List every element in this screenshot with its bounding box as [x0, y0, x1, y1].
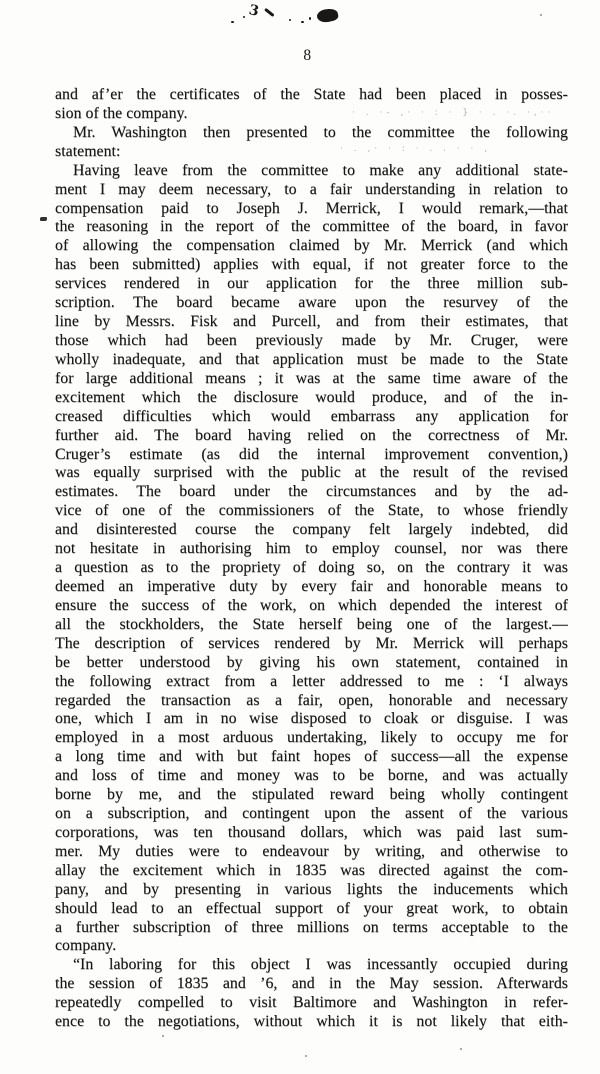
text-line: The description of services rendered by Mr. Merrick will perhaps [55, 634, 568, 652]
text-line: repeatedly compelled to visit Baltimore and Washington in refer- [55, 994, 568, 1012]
text-line: regarded the transaction as a fair, open, honorable and necessary [55, 691, 568, 709]
text-line: pany, and by presenting in various lights the inducements which [55, 880, 568, 898]
ink-slash [264, 8, 274, 17]
ink-dot [301, 21, 304, 23]
text-line: Mr. Washington then presented to the committee the following [73, 123, 568, 141]
text-line: ment I may deem necessary, to a fair understanding in relation to [55, 180, 568, 198]
text-line: has been submitted) applies with equal, if not greater force to the [55, 256, 568, 274]
text-line: and af’er the certificates of the State had been placed in posses- [55, 86, 568, 103]
ink-dot [243, 16, 245, 18]
text-line: one, which I am in no wise disposed to cloak or disguise. I was [55, 710, 568, 728]
ink-dot [231, 21, 234, 23]
text-line: and disinterested course the company felt largely indebted, did [55, 521, 568, 539]
text-line: the following extract from a letter addressed to me : ‘I always [55, 672, 568, 690]
text-line: mer. My duties were to endeavour by writing, and otherwise to [55, 842, 568, 860]
text-line: on a subscription, and contingent upon the assent of the various [55, 805, 568, 823]
text-line: a question as to the propriety of doing so, on the contrary it was [55, 559, 568, 577]
bleed-through-marks: · . ,· · : · . . · · , [340, 144, 492, 154]
text-line: borne by me, and the stipulated reward being wholly contingent [55, 786, 568, 804]
page-number: 8 [303, 47, 312, 64]
text-line: compensation paid to Joseph J. Merrick, I would remark,—that [55, 199, 568, 217]
ink-mark-numeral: 3 [247, 2, 261, 20]
text-line: was equally surprised with the public at the result of the revised [55, 464, 568, 482]
text-line: the reasoning in the report of the committee of the board, in favor [55, 218, 568, 236]
text-line: company. [55, 937, 117, 955]
text-line: employed in a most arduous undertaking, likely to occupy me for [55, 729, 568, 747]
paper-speck [305, 1055, 307, 1057]
text-line: those which had been previously made by Mr. Cruger, were [55, 331, 568, 349]
paper-speck [540, 14, 542, 16]
text-line: excitement which the disclosure would produce, and of the in- [55, 388, 568, 406]
text-line: for large additional means ; it was at the same time aware of the [55, 369, 568, 387]
text-line: line by Messrs. Fisk and Purcell, and from their estimates, that [55, 313, 568, 331]
ink-smudge [0, 0, 600, 40]
text-line: services rendered in our application for the three million sub- [55, 275, 568, 293]
text-line: the session of 1835 and ’6, and in the May session. Afterwards [55, 975, 568, 993]
text-line: creased difficulties which would embarrass any application for [55, 407, 568, 425]
text-line: of allowing the compensation claimed by Mr. Merrick (and which [55, 237, 568, 255]
text-line: allay the excitement which in 1835 was directed against the com- [55, 861, 568, 879]
text-line: not hesitate in authorising him to employ counsel, nor was there [55, 540, 568, 558]
text-line: deemed an imperative duty by every fair and honorable means to [55, 577, 568, 595]
text-line: “In laboring for this object I was incessantly occupied during [73, 956, 568, 974]
text-line: a further subscription of three millions on terms acceptable to the [55, 918, 568, 936]
text-line: should lead to an effectual support of your great work, to obtain [55, 899, 568, 917]
text-line: ensure the success of the work, on which depended the interest of [55, 596, 568, 614]
text-line: all the stockholders, the State herself being one of the largest.— [55, 615, 568, 633]
text-line: a long time and with but faint hopes of success—all the expense [55, 748, 568, 766]
text-line: Cruger’s estimate (as did the internal improvement convention,) [55, 445, 568, 463]
text-line: scription. The board became aware upon the resurvey of the [55, 294, 568, 312]
text-line: further aid. The board having relied on the correctness of Mr. [55, 426, 568, 444]
ink-dot [289, 19, 291, 21]
page-text [55, 86, 568, 1032]
text-line: sion of the company. [55, 104, 188, 122]
text-line: estimates. The board under the circumstances and by the ad- [55, 483, 568, 501]
ink-dot [309, 17, 311, 20]
text-line: wholly inadequate, and that application must be made to the State [55, 350, 568, 368]
ink-blob [316, 7, 340, 25]
text-line: statement: [55, 142, 121, 160]
margin-ink-mark [40, 217, 47, 221]
text-line: corporations, was ten thousand dollars, which was paid last sum- [55, 823, 568, 841]
text-line: and loss of time and money was to be borne, and was actually [55, 767, 568, 785]
text-line: vice of one of the commissioners of the State, to whose friendly [55, 502, 568, 520]
text-line: ence to the negotiations, without which it is not likely that eith- [55, 1013, 568, 1031]
paper-speck [460, 1048, 462, 1050]
bleed-through-marks: · . ·- ,· · : · } · . ·. ·,·· [352, 108, 555, 118]
paper-speck [162, 1035, 164, 1037]
text-line: Having leave from the committee to make any additional state- [73, 161, 568, 179]
text-line: be better understood by giving his own statement, contained in [55, 653, 568, 671]
